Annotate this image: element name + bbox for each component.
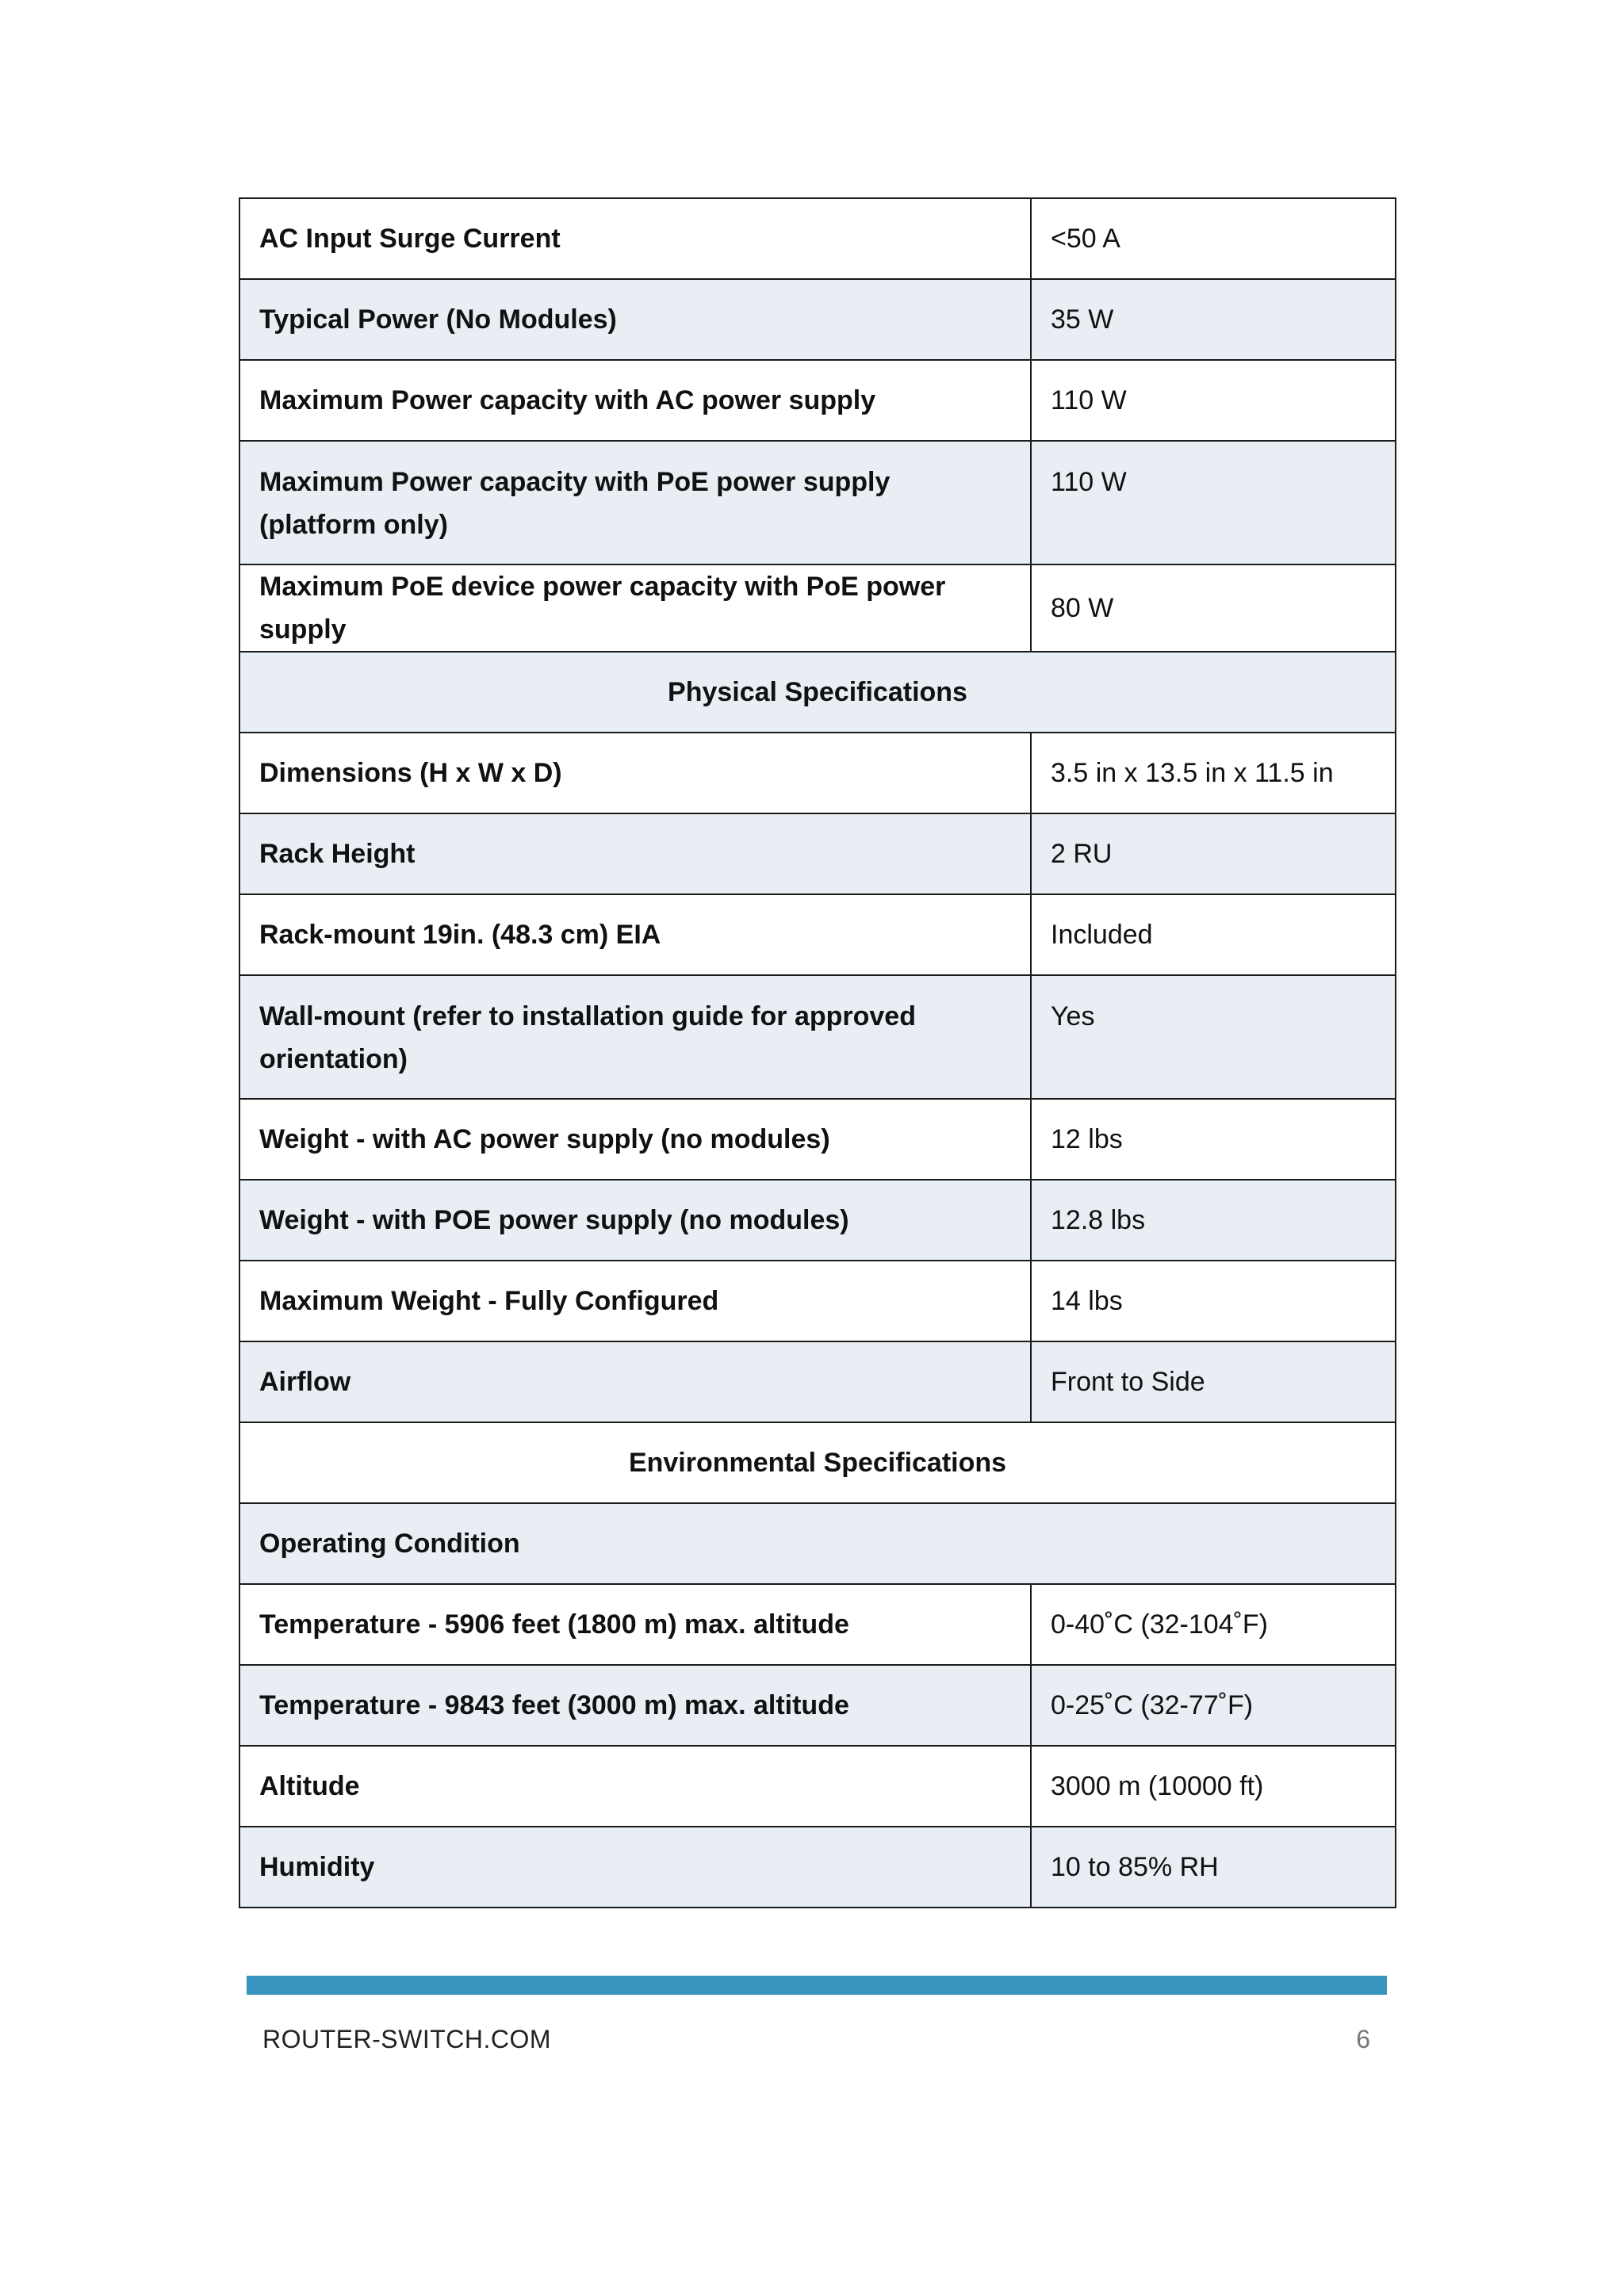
spec-value: 14 lbs <box>1031 1261 1396 1341</box>
table-row <box>239 1827 1396 1908</box>
spec-label: Temperature - 9843 feet (3000 m) max. altitude <box>239 1665 1031 1746</box>
section-row <box>239 652 1396 733</box>
subsection-row <box>239 1503 1396 1584</box>
spec-value: 2 RU <box>1031 813 1396 894</box>
table-row <box>239 1584 1396 1665</box>
subsection-heading-operating: Operating Condition <box>239 1503 1396 1584</box>
table-row <box>239 441 1396 564</box>
spec-label: Maximum Power capacity with PoE power supply (platform only) <box>239 441 1031 564</box>
section-heading-physical: Physical Specifications <box>239 652 1396 733</box>
spec-label: Weight - with POE power supply (no modules) <box>239 1180 1031 1261</box>
table-row <box>239 975 1396 1099</box>
spec-value: Included <box>1031 894 1396 975</box>
table-row <box>239 198 1396 279</box>
spec-label: Rack-mount 19in. (48.3 cm) EIA <box>239 894 1031 975</box>
table-row <box>239 1261 1396 1341</box>
spec-label: AC Input Surge Current <box>239 198 1031 279</box>
spec-label: Humidity <box>239 1827 1031 1908</box>
spec-label: Temperature - 5906 feet (1800 m) max. altitude <box>239 1584 1031 1665</box>
spec-value: 110 W <box>1031 441 1396 564</box>
spec-value: 110 W <box>1031 360 1396 441</box>
spec-value: 3000 m (10000 ft) <box>1031 1746 1396 1827</box>
spec-value: Yes <box>1031 975 1396 1099</box>
spec-value: 12.8 lbs <box>1031 1180 1396 1261</box>
table-row <box>239 1665 1396 1746</box>
table-row <box>239 360 1396 441</box>
spec-label: Maximum PoE device power capacity with PoE power supply <box>239 564 1031 652</box>
spec-label: Weight - with AC power supply (no modules) <box>239 1099 1031 1180</box>
spec-label: Maximum Power capacity with AC power supply <box>239 360 1031 441</box>
section-row <box>239 1422 1396 1503</box>
spec-table <box>239 197 1396 1908</box>
table-row <box>239 1341 1396 1422</box>
footer-site-name: ROUTER-SWITCH.COM <box>262 2025 552 2053</box>
table-row <box>239 813 1396 894</box>
spec-value: 10 to 85% RH <box>1031 1827 1396 1908</box>
spec-value: 3.5 in x 13.5 in x 11.5 in <box>1031 733 1396 813</box>
spec-value: 12 lbs <box>1031 1099 1396 1180</box>
spec-value: <50 A <box>1031 198 1396 279</box>
table-row <box>239 1180 1396 1261</box>
table-row <box>239 894 1396 975</box>
spec-label: Airflow <box>239 1341 1031 1422</box>
spec-label: Maximum Weight - Fully Configured <box>239 1261 1031 1341</box>
table-row <box>239 733 1396 813</box>
page-number: 6 <box>1356 2025 1370 2053</box>
table-row <box>239 279 1396 360</box>
spec-label: Dimensions (H x W x D) <box>239 733 1031 813</box>
spec-value: 0-40˚C (32-104˚F) <box>1031 1584 1396 1665</box>
table-row <box>239 564 1396 652</box>
spec-label: Altitude <box>239 1746 1031 1827</box>
table-row <box>239 1099 1396 1180</box>
spec-label: Typical Power (No Modules) <box>239 279 1031 360</box>
spec-value: 80 W <box>1031 564 1396 652</box>
spec-value: 35 W <box>1031 279 1396 360</box>
footer-divider-bar <box>247 1976 1387 1995</box>
spec-label: Rack Height <box>239 813 1031 894</box>
table-row <box>239 1746 1396 1827</box>
spec-label: Wall-mount (refer to installation guide for approved orientation) <box>239 975 1031 1099</box>
spec-value: 0-25˚C (32-77˚F) <box>1031 1665 1396 1746</box>
spec-value: Front to Side <box>1031 1341 1396 1422</box>
section-heading-environmental: Environmental Specifications <box>239 1422 1396 1503</box>
